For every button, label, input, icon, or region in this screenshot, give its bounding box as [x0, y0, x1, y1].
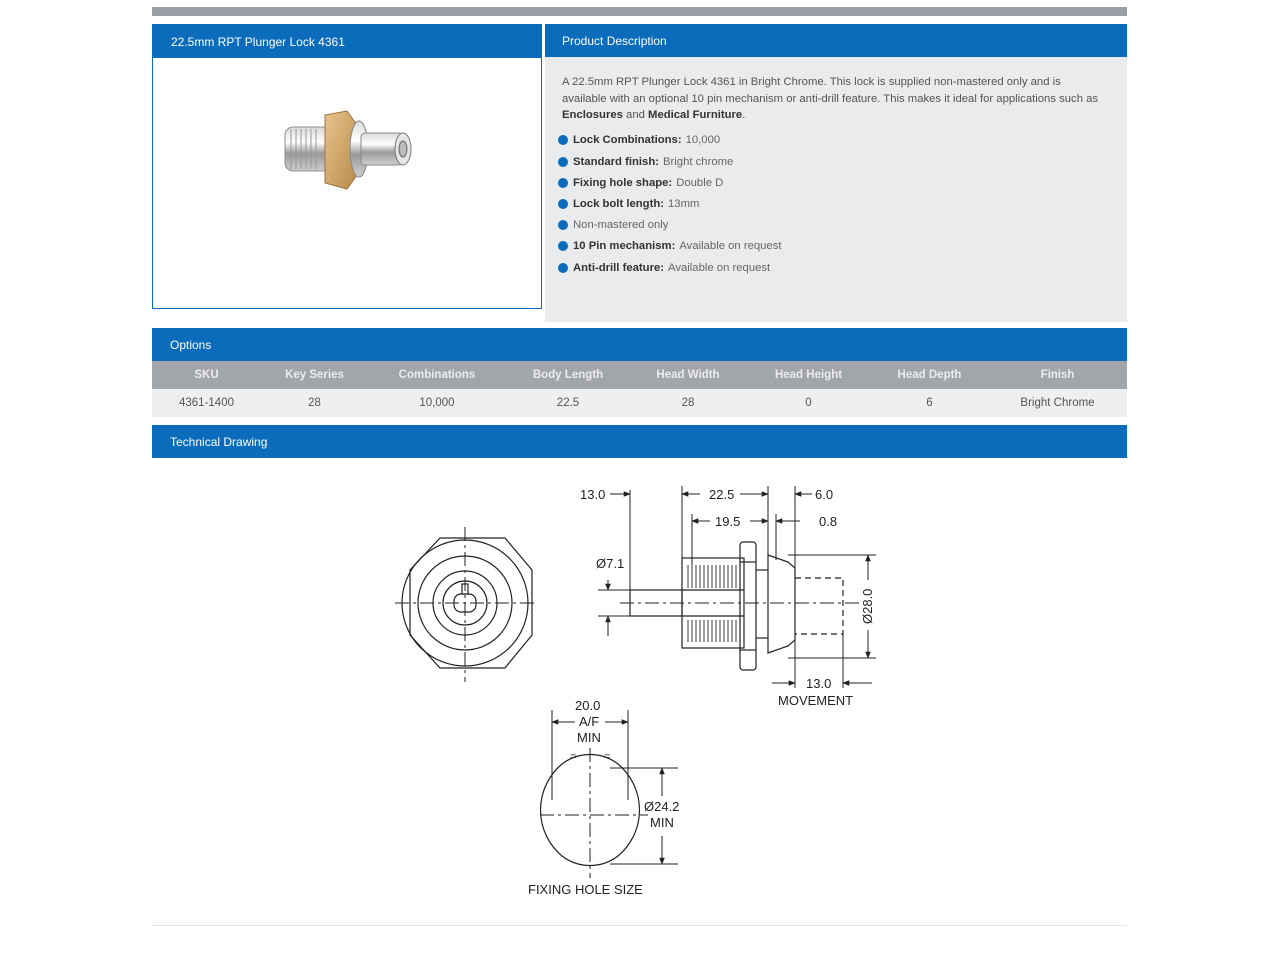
cell-sku: 4361-1400: [152, 389, 261, 417]
column-header-finish: Finish: [988, 361, 1127, 389]
dim-24-2-min: MIN: [650, 815, 674, 830]
cell-head-depth: 6: [871, 389, 988, 417]
feature-label: Fixing hole shape:: [573, 176, 673, 189]
feature-value: Bright chrome: [662, 155, 734, 168]
column-header-body-length: Body Length: [506, 361, 630, 389]
dim-movement-label: MOVEMENT: [778, 693, 854, 708]
description-title: Product Description: [562, 33, 667, 48]
dim-22-5: 22.5: [709, 487, 735, 502]
options-table: [152, 361, 1127, 417]
column-header-head-depth: Head Depth: [871, 361, 988, 389]
description-medical-furniture: Medical Furniture: [648, 109, 743, 122]
bullet-icon: [558, 199, 568, 209]
front-view: [395, 527, 538, 682]
dim-equal-right: =: [604, 751, 611, 763]
feature-item: [558, 172, 1127, 193]
feature-label: Lock Combinations:: [573, 134, 682, 147]
technical-drawing: [380, 470, 900, 910]
column-header-key-series: Key Series: [261, 361, 368, 389]
product-photo: [273, 85, 423, 205]
dim-af-label: A/F: [579, 714, 600, 729]
description-text: [562, 74, 1107, 124]
bottom-divider: [152, 925, 1127, 926]
product-title-header: [153, 25, 541, 58]
dim-dia-24-2: Ø24.2: [644, 799, 680, 814]
technical-drawing-header: [152, 425, 1127, 458]
cell-combinations: 10,000: [368, 389, 506, 417]
feature-item: [558, 215, 1127, 236]
feature-value: Available on request: [668, 261, 771, 274]
feature-value: 10,000: [685, 134, 721, 147]
fixing-hole-view: [540, 710, 678, 878]
cell-head-width: 28: [630, 389, 746, 417]
fixing-hole-size-label: FIXING HOLE SIZE: [528, 882, 643, 897]
dim-af-min: MIN: [577, 730, 601, 745]
product-title: 22.5mm RPT Plunger Lock 4361: [171, 34, 345, 49]
feature-value: Double D: [676, 176, 724, 189]
product-description-panel: [545, 24, 1127, 322]
options-header: [152, 328, 1127, 361]
feature-item: [558, 193, 1127, 214]
feature-value: Available on request: [679, 240, 782, 253]
table-row: [152, 389, 1127, 417]
feature-label: 10 Pin mechanism:: [573, 240, 676, 253]
dim-af-value: 20.0: [575, 698, 601, 713]
dim-13-0: 13.0: [580, 487, 606, 502]
dim-movement-value: 13.0: [806, 676, 832, 691]
feature-item: [558, 151, 1127, 172]
dim-6-0: 6.0: [815, 487, 834, 502]
description-intro: A 22.5mm RPT Plunger Lock 4361 in Bright Chrome. This lock is supplied non-mastered only and is available with an optional 10 pin mechanism or anti-drill feature. This makes it ideal for applications such as: [562, 76, 1099, 105]
top-divider-bar: [152, 7, 1127, 16]
dim-19-5: 19.5: [715, 514, 741, 529]
dim-0-8: 0.8: [819, 514, 838, 529]
bullet-icon: [558, 178, 568, 188]
bullet-icon: [558, 135, 568, 145]
description-end: .: [742, 109, 746, 122]
dim-dia-28-0: Ø28.0: [860, 588, 875, 624]
description-and: and: [622, 109, 649, 122]
feature-list: [558, 130, 1127, 278]
dim-equal-left: =: [570, 751, 577, 763]
product-image-panel: [152, 24, 542, 309]
options-title: Options: [170, 337, 212, 352]
feature-value: Non-mastered only: [573, 219, 669, 232]
bullet-icon: [558, 157, 568, 167]
cell-head-height: 0: [746, 389, 871, 417]
feature-item: [558, 236, 1127, 257]
feature-item: [558, 257, 1127, 278]
feature-label: Anti-drill feature:: [573, 261, 665, 274]
side-view: [620, 542, 860, 670]
feature-label: Standard finish:: [573, 155, 659, 168]
bullet-icon: [558, 241, 568, 251]
dim-dia-7-1: Ø7.1: [596, 556, 625, 571]
cell-body-length: 22.5: [506, 389, 630, 417]
column-header-sku: SKU: [152, 361, 261, 389]
column-header-combinations: Combinations: [368, 361, 506, 389]
feature-label: Lock bolt length:: [573, 197, 664, 210]
description-header: [545, 24, 1127, 57]
cell-finish: Bright Chrome: [988, 389, 1127, 417]
description-enclosures: Enclosures: [562, 109, 623, 122]
bullet-icon: [558, 220, 568, 230]
options-header-row: [152, 361, 1127, 389]
feature-item: [558, 130, 1127, 151]
technical-drawing-title: Technical Drawing: [170, 434, 268, 449]
column-header-head-height: Head Height: [746, 361, 871, 389]
cell-key-series: 28: [261, 389, 368, 417]
column-header-head-width: Head Width: [630, 361, 746, 389]
feature-value: 13mm: [668, 197, 700, 210]
bullet-icon: [558, 263, 568, 273]
